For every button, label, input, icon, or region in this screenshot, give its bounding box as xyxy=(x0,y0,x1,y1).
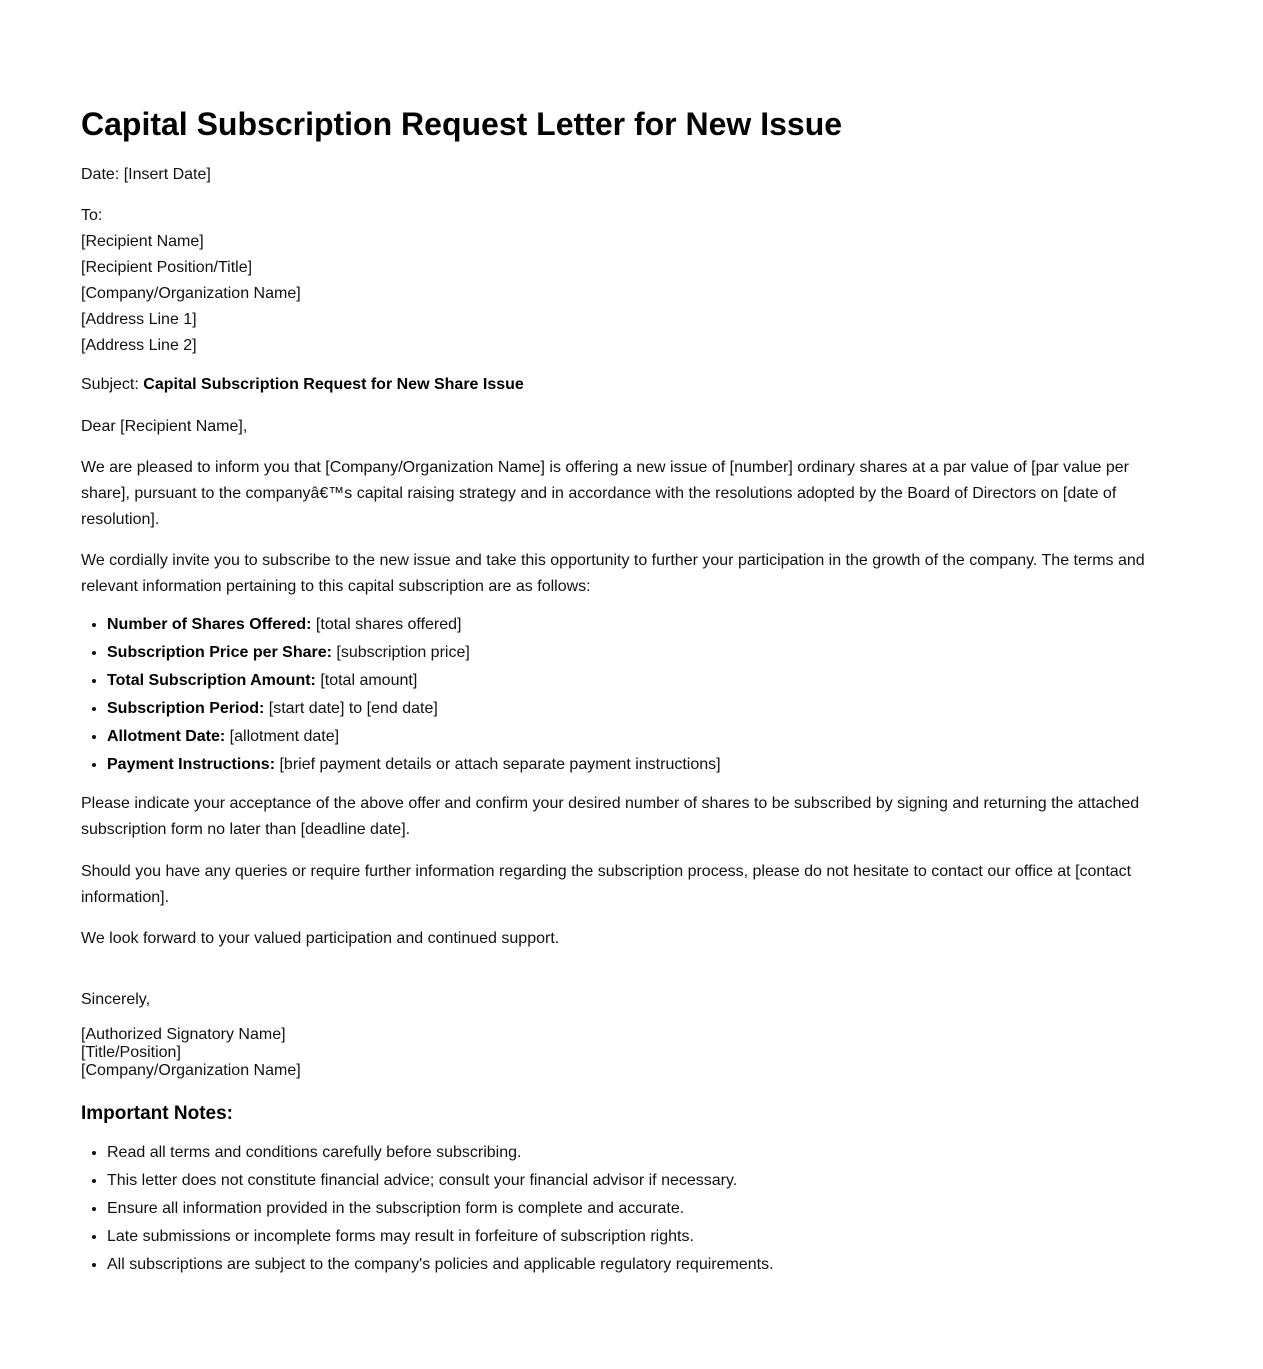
recipient-line: [Address Line 1] xyxy=(81,311,197,328)
term-value: [allotment date] xyxy=(225,728,340,745)
term-label: Subscription Period: xyxy=(107,700,265,717)
subject-label: Subject: xyxy=(81,376,144,393)
closing: Sincerely, xyxy=(81,991,151,1008)
notes-list xyxy=(81,1139,774,1279)
list-item xyxy=(107,639,721,667)
subject-line xyxy=(81,372,524,398)
notes-heading: Important Notes: xyxy=(81,1103,233,1124)
signatory-title: [Title/Position] xyxy=(81,1044,181,1061)
paragraph-contact: Should you have any queries or require further information regarding the subscription process, please do not hesitate to contact our office at [contact information]. xyxy=(81,863,1132,906)
recipient-line: [Address Line 2] xyxy=(81,337,197,354)
list-item xyxy=(107,723,721,751)
paragraph-closing: We look forward to your valued participation and continued support. xyxy=(81,930,560,947)
list-item: • All subscriptions are subject to the company's policies and applicable regulatory requirements. xyxy=(107,1251,774,1279)
list-item: • Ensure all information provided in the subscription form is complete and accurate. xyxy=(107,1195,774,1223)
terms-list xyxy=(81,611,721,779)
recipient-block xyxy=(81,203,301,359)
paragraph-acceptance: Please indicate your acceptance of the above offer and confirm your desired number of shares to be subscribed by signing and returning the attached subscription form no later than [deadline date]. xyxy=(81,795,1140,838)
list-item: • Read all terms and conditions carefully before subscribing. xyxy=(107,1139,774,1167)
paragraph-offer: We are pleased to inform you that [Company/Organization Name] is offering a new issue of [number] ordinary shares at a par value of [par value per share], pursuant to the companyâ€™s capital raising strategy and in accordance with the resolutions adopted by the Board of Directors on [date of resolution]. xyxy=(81,459,1129,528)
term-label: Allotment Date: xyxy=(107,728,226,745)
signatory-company: [Company/Organization Name] xyxy=(81,1062,301,1079)
term-value: [start date] to [end date] xyxy=(264,700,438,717)
list-item xyxy=(107,751,721,779)
term-value: [total shares offered] xyxy=(311,616,462,633)
term-label: Subscription Price per Share: xyxy=(107,644,332,661)
term-label: Number of Shares Offered: xyxy=(107,616,312,633)
term-value: [brief payment details or attach separate payment instructions] xyxy=(275,756,721,773)
recipient-line: [Recipient Name] xyxy=(81,233,204,250)
term-value: [total amount] xyxy=(315,672,418,689)
recipient-line: [Company/Organization Name] xyxy=(81,285,301,302)
list-item xyxy=(107,611,721,639)
term-label: Total Subscription Amount: xyxy=(107,672,316,689)
subject-text: Capital Subscription Request for New Share Issue xyxy=(143,376,524,393)
list-item: • This letter does not constitute financial advice; consult your financial advisor if necessary. xyxy=(107,1167,774,1195)
list-item xyxy=(107,667,721,695)
page-title: Capital Subscription Request Letter for New Issue xyxy=(81,106,843,142)
signatory-name: [Authorized Signatory Name] xyxy=(81,1026,286,1043)
date-line: Date: [Insert Date] xyxy=(81,166,211,183)
term-label: Payment Instructions: xyxy=(107,756,276,773)
recipient-line: [Recipient Position/Title] xyxy=(81,259,253,276)
list-item xyxy=(107,695,721,723)
signature-block xyxy=(81,1026,301,1080)
paragraph-invite: We cordially invite you to subscribe to the new issue and take this opportunity to further your participation in the growth of the company. The terms and relevant information pertaining to this capital subscription are as follows: xyxy=(81,552,1145,595)
list-item: • Late submissions or incomplete forms may result in forfeiture of subscription rights. xyxy=(107,1223,774,1251)
term-value: [subscription price] xyxy=(331,644,470,661)
to-label: To: xyxy=(81,207,103,224)
salutation: Dear [Recipient Name], xyxy=(81,418,248,435)
